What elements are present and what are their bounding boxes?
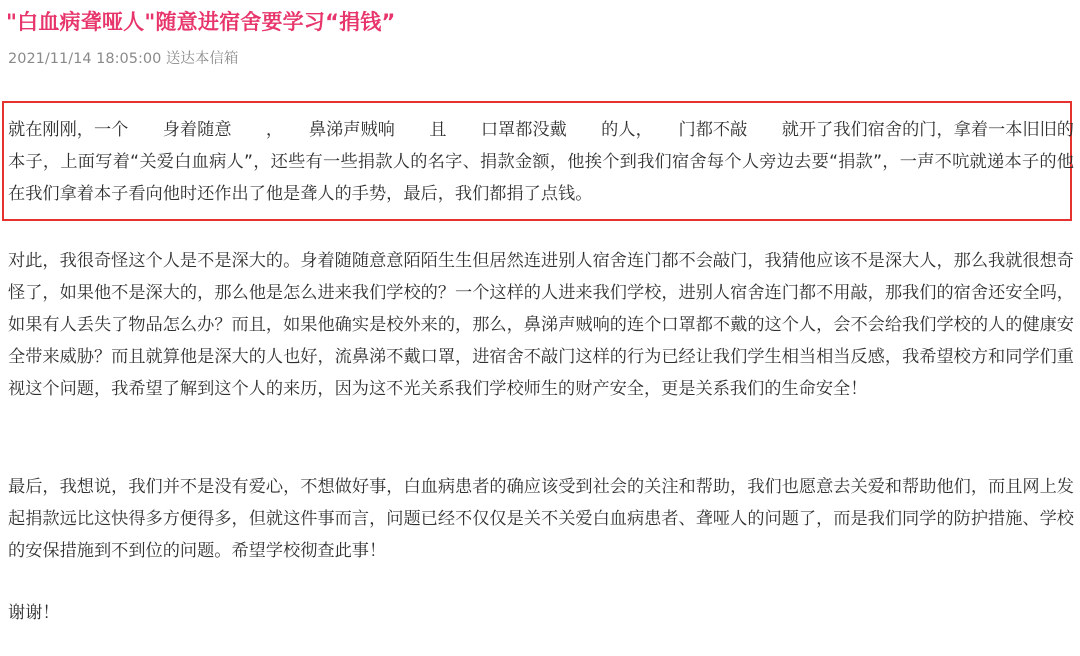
paragraph-2: 对此，我很奇怪这个人是不是深大的。身着随随意意陌陌生生但居然连进别人宿舍连门都不会敲门，我猜他应该不是深大人，那么我就很想奇怪了，如果他不是深大的，那么他是怎么进来我们学校的？一个这样的人进来我们学校，进别人宿舍连门都不用敲，那我们的宿舍还安全吗，如果有人丢失了物品怎么办？而且，如果他确实是校外来的，那么，鼻涕声贼响的连个口罩都不戴的这个人，会不会给我们学校的人的健康安全带来威胁？而且就算他是深大的人也好，流鼻涕不戴口罩，进宿舍不敲门这样的行为已经让我们学生相当相当反感，我希望校方和同学们重视这个问题，我希望了解到这个人的来历，因为这不光关系我们学校师生的财产安全，更是关系我们的生命安全！ (8, 251, 1074, 399)
article-date: 2021/11/14 18:05:00 (8, 51, 162, 67)
paragraph-3: 最后，我想说，我们并不是没有爱心，不想做好事，白血病患者的确应该受到社会的关注和帮助，我们也愿意去关爱和帮助他们，而且网上发起捐款远比这快得多方便得多，但就这件事而言，问题已经不仅仅是关不关爱白血病患者、聋哑人的问题了，而是我们同学的防护措施、学校的安保措施到不到位的问题。希望学校彻查此事！ (8, 477, 1074, 561)
paragraph-1: 就在刚刚，一个 身着随意 ， 鼻涕声贼响 且 口罩都没戴 的人， 门都不敲 就开了我们宿舍的门，拿着一本旧旧的本子，上面写着“关爱白血病人”，还些有一些捐款人的名字、捐款金额，他挨个到我们宿舍每个人旁边去要“捐款”，一声不吭就递本子的他在我们拿着本子看向他时还作出了他是聋人的手势，最后，我们都捐了点钱。 (8, 120, 1074, 204)
article-meta (8, 47, 238, 68)
article-title: "白血病聋哑人"随意进宿舍要学习“捐钱” (6, 10, 396, 34)
paragraph-4: 谢谢！ (8, 603, 60, 623)
article-source: 送达本信箱 (165, 51, 239, 67)
